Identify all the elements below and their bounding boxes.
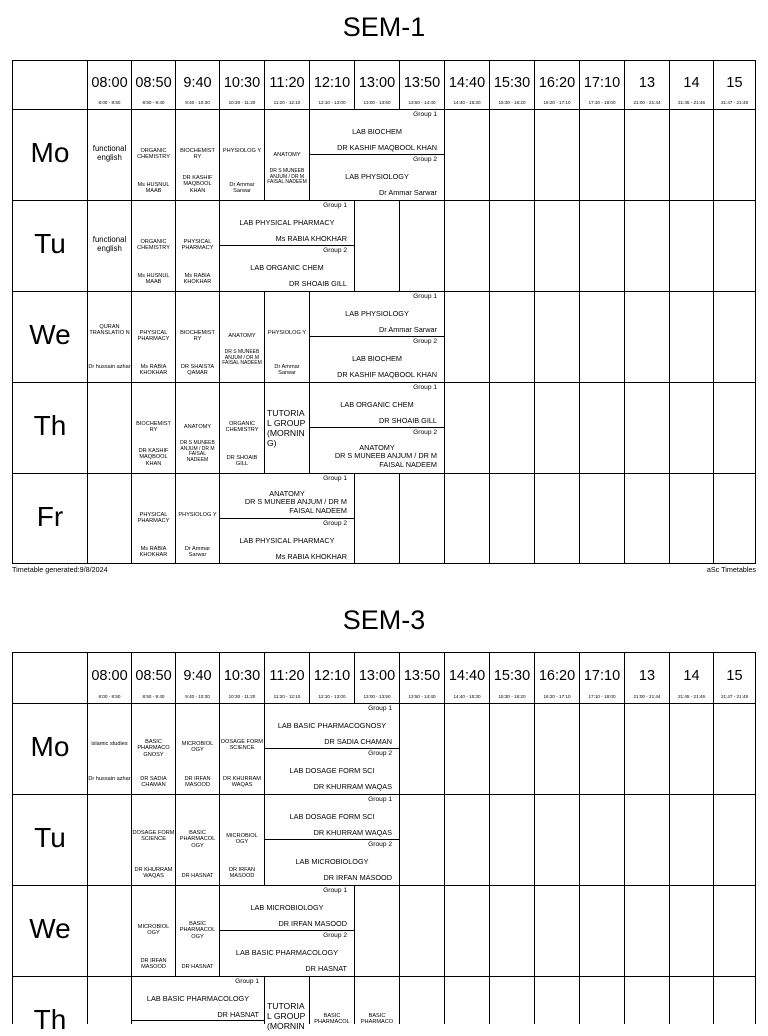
group-label: Group 1 bbox=[235, 978, 259, 985]
time-slot: 15:30 bbox=[493, 668, 531, 684]
footer-generated: Timetable generated:9/8/2024 bbox=[12, 565, 108, 574]
lab-subject[interactable]: LAB MICROBIOLOGY bbox=[295, 857, 369, 866]
day-label-tu: Tu bbox=[34, 228, 66, 259]
group-label: Group 2 bbox=[323, 932, 347, 939]
lab-subject[interactable]: LAB BASIC PHARMACOLOGY bbox=[146, 994, 250, 1003]
time-range: 11:20 - 12:10 bbox=[273, 694, 301, 699]
lesson-subject[interactable]: PHYSICAL PHARMACY bbox=[181, 239, 214, 252]
lesson-teacher: DR KASHIF MAQBOOL KHAN bbox=[182, 175, 213, 194]
day-label-th: Th bbox=[33, 1004, 67, 1035]
group-label: Group 2 bbox=[413, 338, 437, 345]
lesson-subject[interactable]: islamic studies bbox=[91, 741, 128, 747]
time-slot: 17:10 bbox=[583, 668, 621, 684]
tutorial-subject[interactable]: TUTORIA L GROUP (MORNIN bbox=[267, 1001, 306, 1031]
time-slot: 13:00 bbox=[358, 668, 396, 684]
lab-teacher: DR KHURRAM WAQAS bbox=[313, 828, 392, 837]
time-range: 11:20 - 12:10 bbox=[273, 100, 301, 105]
time-range: 13:00 - 13:50 bbox=[363, 694, 391, 699]
lesson-teacher: DR KASHIF MAQBOOL KHAN bbox=[138, 448, 169, 467]
lab-teacher: DR SHOAIB GILL bbox=[289, 279, 347, 288]
lab-subject[interactable]: LAB BIOCHEM bbox=[352, 354, 402, 363]
lab-teacher: DR SADIA CHAMAN bbox=[324, 737, 392, 746]
lesson-teacher: DR SADIA CHAMAN bbox=[140, 776, 167, 789]
lesson-teacher: DR IRFAN MASOOD bbox=[228, 867, 256, 880]
group-label: Group 2 bbox=[413, 156, 437, 163]
group-label: Group 1 bbox=[413, 384, 437, 391]
time-slot: 9:40 bbox=[183, 75, 212, 91]
lab-teacher: DR IRFAN MASOOD bbox=[323, 873, 392, 882]
time-range: 14:40 - 15:30 bbox=[453, 694, 481, 699]
lesson-subject[interactable]: DOSAGE FORM SCIENCE bbox=[132, 830, 175, 843]
tutorial-subject[interactable]: TUTORIA L GROUP (MORNIN G) bbox=[267, 408, 306, 448]
time-range: 10:30 - 11:20 bbox=[228, 100, 256, 105]
time-range: 17:10 - 18:00 bbox=[588, 100, 616, 105]
lesson-subject[interactable]: BIOCHEMIST RY bbox=[136, 421, 171, 434]
time-range: 13:50 - 14:40 bbox=[408, 100, 436, 105]
time-slot: 13 bbox=[638, 75, 656, 91]
lesson-teacher: DR S MUNEEB ANJUM / DR M FAISAL NADEEM bbox=[267, 168, 307, 186]
lesson-subject[interactable]: ORGANIC CHEMISTRY bbox=[225, 421, 259, 434]
time-range: 14:40 - 15:30 bbox=[453, 100, 481, 105]
lab-teacher: DR KASHIF MAQBOOL KHAN bbox=[337, 370, 437, 379]
lab-teacher: DR HASNAT bbox=[217, 1010, 259, 1019]
lab-subject[interactable]: LAB DOSAGE FORM SCI bbox=[289, 766, 375, 775]
lesson-teacher: DR SHAISTA QAMAR bbox=[180, 364, 215, 377]
lesson-teacher: Dr Ammar Sarwar bbox=[274, 364, 300, 377]
lesson-teacher: DR IRFAN MASOOD bbox=[184, 776, 211, 789]
time-range: 21:47 - 21:48 bbox=[720, 100, 749, 105]
lab-subject[interactable]: LAB MICROBIOLOGY bbox=[250, 903, 324, 912]
time-range: 8:00 - 8:50 bbox=[98, 100, 121, 105]
lesson-teacher: Dr Ammar Sarwar bbox=[184, 546, 211, 559]
group-label: Group 2 bbox=[368, 750, 392, 757]
lesson-subject[interactable]: BASIC PHARMACO GNOSY bbox=[137, 739, 170, 758]
day-label-mo: Mo bbox=[30, 731, 70, 762]
day-label-we: We bbox=[29, 913, 71, 944]
sem-3-title: SEM-3 bbox=[342, 605, 426, 635]
time-slot: 12:10 bbox=[313, 668, 351, 684]
group-label: Group 2 bbox=[368, 841, 392, 848]
lab-teacher: DR S MUNEEB ANJUM / DR M FAISAL NADEEM bbox=[334, 451, 437, 469]
time-slot: 11:20 bbox=[269, 668, 305, 684]
time-slot: 14 bbox=[683, 75, 700, 91]
group-label: Group 2 bbox=[323, 247, 347, 254]
day-label-fr: Fr bbox=[36, 501, 64, 532]
time-range: 13:00 - 13:50 bbox=[363, 100, 391, 105]
time-range: 16:20 - 17:10 bbox=[543, 100, 571, 105]
time-slot: 10:30 bbox=[223, 75, 261, 91]
lab-teacher: Ms RABIA KHOKHAR bbox=[275, 234, 347, 243]
lesson-teacher: Ms HUSNUL MAAB bbox=[137, 273, 170, 286]
lesson-subject[interactable]: ANATOMY bbox=[228, 333, 256, 339]
lesson-subject[interactable]: DOSAGE FORM SCIENCE bbox=[221, 739, 263, 752]
day-label-mo: Mo bbox=[30, 137, 70, 168]
day-label-th: Th bbox=[33, 410, 67, 441]
lesson-subject[interactable]: BIOCHEMIST RY bbox=[180, 148, 215, 161]
lesson-teacher: DR HASNAT bbox=[181, 964, 214, 970]
time-slot: 15 bbox=[726, 668, 743, 684]
time-slot: 13 bbox=[638, 668, 656, 684]
time-slot: 15 bbox=[726, 75, 743, 91]
time-range: 16:20 - 17:10 bbox=[543, 694, 571, 699]
lab-subject[interactable]: ANATOMY bbox=[269, 489, 305, 498]
time-slot: 08:50 bbox=[135, 668, 172, 684]
time-slot: 13:00 bbox=[358, 75, 396, 91]
time-range: 15:30 - 16:20 bbox=[498, 694, 526, 699]
lab-teacher: DR KASHIF MAQBOOL KHAN bbox=[337, 143, 437, 152]
lesson-subject[interactable]: ANATOMY bbox=[273, 152, 301, 158]
lesson-subject[interactable]: BASIC PHARMACOL OGY bbox=[179, 921, 216, 940]
time-range: 9:40 - 10:30 bbox=[185, 100, 210, 105]
lesson-teacher: DR HASNAT bbox=[181, 873, 214, 879]
group-label: Group 1 bbox=[323, 475, 347, 482]
lesson-subject[interactable]: PHYSICAL PHARMACY bbox=[137, 512, 170, 525]
group-label: Group 2 bbox=[323, 520, 347, 527]
lesson-teacher: DR S MUNEEB ANJUM / DR M FAISAL NADEEM bbox=[222, 349, 262, 367]
lab-teacher: Dr Ammar Sarwar bbox=[379, 188, 437, 197]
lab-teacher: Ms RABIA KHOKHAR bbox=[275, 552, 347, 561]
lesson-subject[interactable]: ANATOMY bbox=[183, 424, 212, 430]
time-slot: 16:20 bbox=[538, 668, 576, 684]
lesson-subject[interactable]: QURAN TRANSLATIO N bbox=[89, 324, 130, 337]
lesson-subject[interactable]: BIOCHEMIST RY bbox=[180, 330, 215, 343]
time-range: 8:50 - 9:40 bbox=[142, 694, 165, 699]
lab-teacher: Dr Ammar Sarwar bbox=[379, 325, 437, 334]
lesson-subject[interactable]: functional english bbox=[92, 144, 127, 162]
time-slot: 11:20 bbox=[269, 75, 305, 91]
lesson-subject[interactable]: MICROBIOL OGY bbox=[226, 833, 258, 846]
time-slot: 08:00 bbox=[91, 668, 128, 684]
lesson-teacher: Dr hussain azhar bbox=[88, 364, 131, 370]
lesson-subject[interactable]: functional english bbox=[92, 235, 127, 253]
lab-teacher: DR SHOAIB GILL bbox=[379, 416, 437, 425]
lab-teacher: DR KHURRAM WAQAS bbox=[313, 782, 392, 791]
lesson-subject[interactable]: PHYSIOLOG Y bbox=[178, 512, 217, 518]
lesson-subject[interactable]: PHYSIOLOG Y bbox=[222, 148, 262, 154]
time-slot: 15:30 bbox=[493, 75, 531, 91]
lab-subject[interactable]: LAB ORGANIC CHEM bbox=[250, 263, 324, 272]
lesson-subject[interactable]: MICROBIOL OGY bbox=[137, 924, 170, 937]
time-range: 15:30 - 16:20 bbox=[498, 100, 526, 105]
lab-teacher: DR S MUNEEB ANJUM / DR M FAISAL NADEEM bbox=[244, 497, 347, 515]
lesson-teacher: DR KHURRAM WAQAS bbox=[134, 867, 173, 880]
lesson-teacher: Ms RABIA KHOKHAR bbox=[139, 364, 168, 377]
footer-brand: aSc Timetables bbox=[706, 565, 756, 574]
lesson-teacher: DR SHOAIB GILL bbox=[226, 455, 258, 468]
lesson-subject[interactable]: BASIC PHARMACO bbox=[360, 1013, 394, 1026]
time-range: 21:00 - 21:44 bbox=[633, 694, 661, 699]
time-slot: 16:20 bbox=[538, 75, 576, 91]
day-label-we: We bbox=[29, 319, 71, 350]
lesson-teacher: Ms RABIA KHOKHAR bbox=[139, 546, 168, 559]
lab-subject[interactable]: LAB PHYSIOLOGY bbox=[345, 309, 409, 318]
lesson-teacher: Dr hussain azhar bbox=[88, 776, 131, 782]
lesson-teacher: Ms RABIA KHOKHAR bbox=[183, 273, 212, 286]
lab-subject[interactable]: LAB PHYSICAL PHARMACY bbox=[239, 536, 335, 545]
time-range: 8:00 - 8:50 bbox=[98, 694, 121, 699]
group-label: Group 1 bbox=[368, 705, 392, 712]
time-slot: 13:50 bbox=[403, 75, 441, 91]
lesson-teacher: Ms HUSNUL MAAB bbox=[137, 182, 170, 195]
day-label-tu: Tu bbox=[34, 822, 66, 853]
time-range: 13:50 - 14:40 bbox=[408, 694, 436, 699]
time-range: 10:30 - 11:20 bbox=[228, 694, 256, 699]
group-label: Group 1 bbox=[323, 887, 347, 894]
time-slot: 08:50 bbox=[135, 75, 172, 91]
group-label: Group 1 bbox=[413, 111, 437, 118]
time-slot: 14 bbox=[683, 668, 700, 684]
lesson-subject[interactable]: PHYSICAL PHARMACY bbox=[137, 330, 170, 343]
lab-subject[interactable]: LAB BASIC PHARMACOGNOSY bbox=[277, 721, 387, 730]
lesson-subject[interactable]: ORGANIC CHEMISTRY bbox=[137, 148, 170, 161]
lab-subject[interactable]: LAB BASIC PHARMACOLOGY bbox=[235, 948, 339, 957]
time-range: 21:45 - 21:46 bbox=[677, 694, 706, 699]
time-slot: 14:40 bbox=[448, 668, 486, 684]
time-slot: 9:40 bbox=[183, 668, 212, 684]
lesson-teacher: DR KHURRAM WAQAS bbox=[223, 776, 261, 789]
group-label: Group 1 bbox=[323, 202, 347, 209]
time-range: 12:10 - 13:00 bbox=[318, 100, 346, 105]
sem-1-title: SEM-1 bbox=[342, 12, 426, 42]
lesson-subject[interactable]: BASIC PHARMACOL OGY bbox=[179, 830, 216, 849]
group-label: Group 1 bbox=[413, 293, 437, 300]
group-label: Group 2 bbox=[413, 429, 437, 436]
lesson-subject[interactable]: PHYSIOLOG Y bbox=[267, 330, 307, 336]
time-slot: 12:10 bbox=[313, 75, 351, 91]
time-range: 9:40 - 10:30 bbox=[185, 694, 210, 699]
lab-subject[interactable]: LAB PHYSICAL PHARMACY bbox=[239, 218, 335, 227]
time-slot: 17:10 bbox=[583, 75, 621, 91]
group-label: Group 1 bbox=[368, 796, 392, 803]
time-range: 21:00 - 21:44 bbox=[633, 100, 661, 105]
lab-subject[interactable]: LAB PHYSIOLOGY bbox=[345, 172, 409, 181]
lesson-subject[interactable]: MICROBIOL OGY bbox=[181, 741, 214, 754]
time-range: 8:50 - 9:40 bbox=[142, 100, 165, 105]
lesson-teacher: DR IRFAN MASOOD bbox=[140, 958, 167, 971]
lesson-teacher: DR S MUNEEB ANJUM / DR M FAISAL NADEEM bbox=[180, 440, 215, 463]
lab-subject[interactable]: ANATOMY bbox=[359, 443, 395, 452]
lab-teacher: DR HASNAT bbox=[305, 964, 347, 973]
time-range: 12:10 - 13:00 bbox=[318, 694, 346, 699]
lesson-teacher: Dr Ammar Sarwar bbox=[229, 182, 255, 195]
lab-subject[interactable]: LAB ORGANIC CHEM bbox=[340, 400, 414, 409]
time-slot: 13:50 bbox=[403, 668, 441, 684]
time-slot: 10:30 bbox=[223, 668, 261, 684]
lesson-subject[interactable]: BASIC PHARMACOL bbox=[314, 1013, 350, 1026]
time-range: 21:47 - 21:48 bbox=[720, 694, 749, 699]
lab-subject[interactable]: LAB BIOCHEM bbox=[352, 127, 402, 136]
lab-subject[interactable]: LAB DOSAGE FORM SCI bbox=[289, 812, 375, 821]
time-slot: 14:40 bbox=[448, 75, 486, 91]
time-range: 21:45 - 21:46 bbox=[677, 100, 706, 105]
lab-teacher: DR IRFAN MASOOD bbox=[278, 919, 347, 928]
time-slot: 08:00 bbox=[91, 75, 128, 91]
time-range: 17:10 - 18:00 bbox=[588, 694, 616, 699]
lesson-subject[interactable]: ORGANIC CHEMISTRY bbox=[137, 239, 170, 252]
